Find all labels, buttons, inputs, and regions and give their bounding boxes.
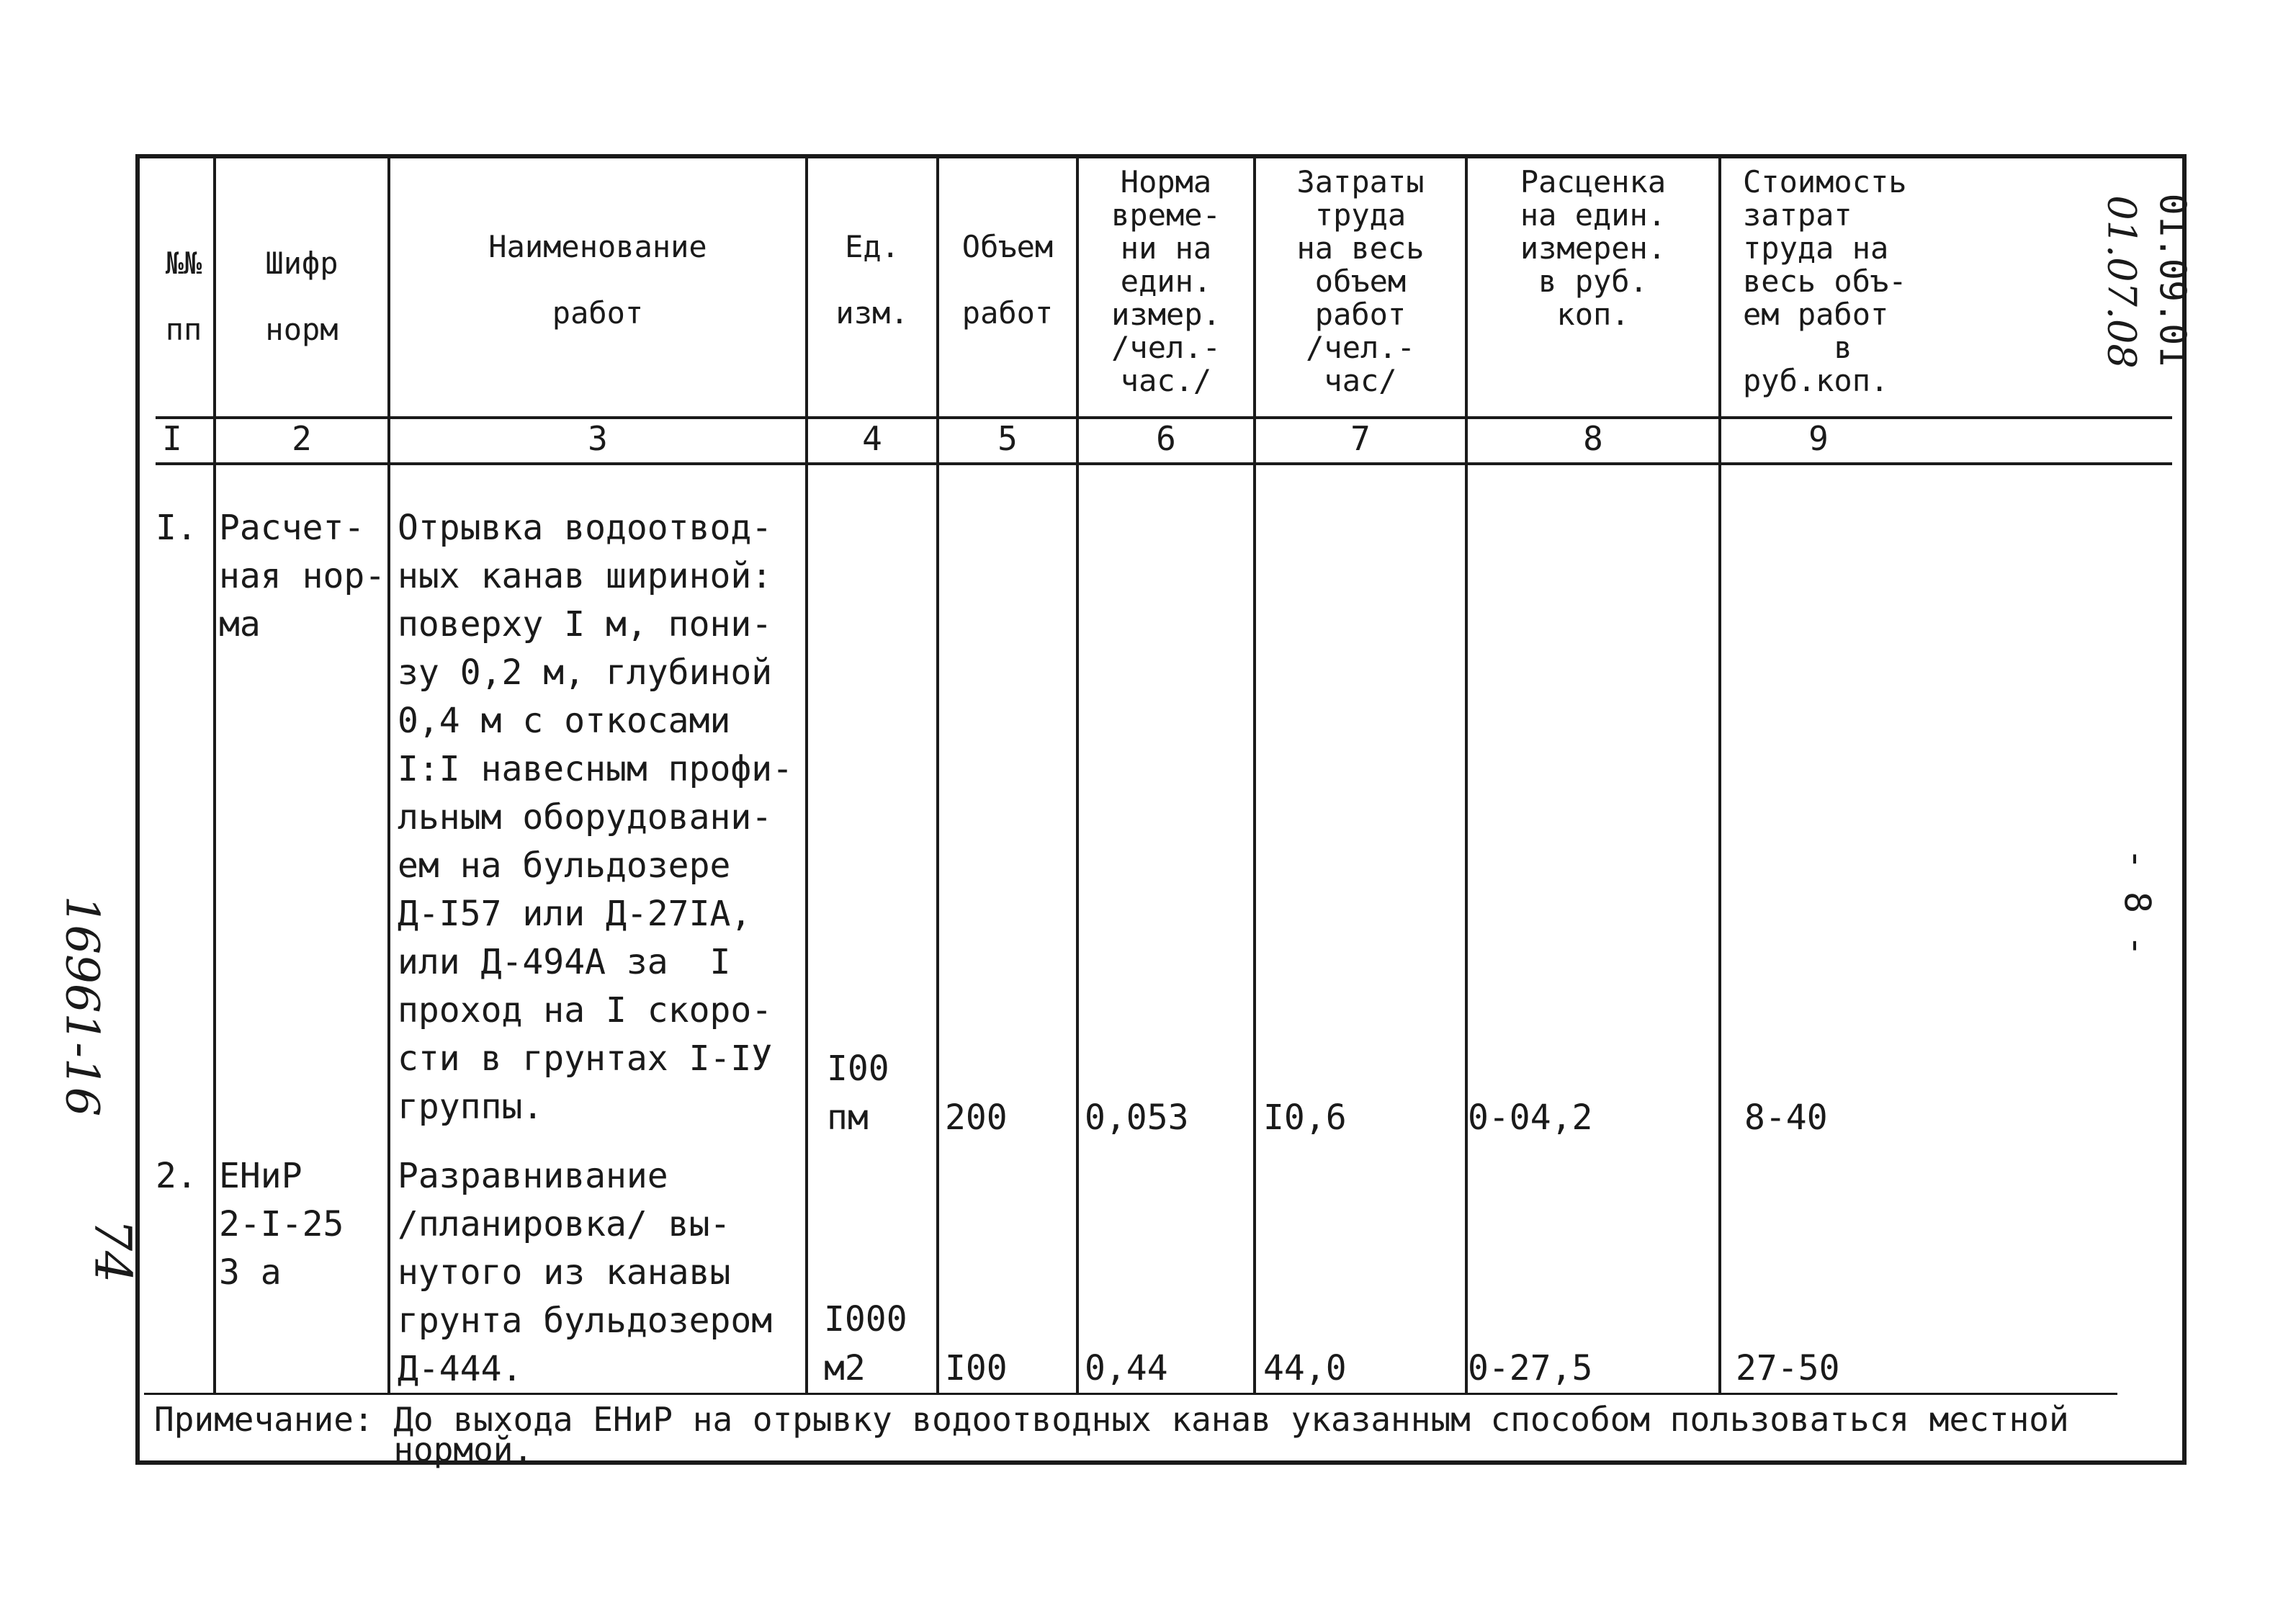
row-1-volume: 200 bbox=[945, 1097, 1008, 1138]
page-number: - 8 - bbox=[2116, 848, 2158, 957]
row-2-code: ЕНиР 2-I-25 3 а bbox=[219, 1156, 344, 1293]
row-2-total-cost: 27-50 bbox=[1736, 1348, 1840, 1388]
header-volume: Объем работ bbox=[961, 229, 1054, 331]
colnum-9: 9 bbox=[1808, 419, 1829, 458]
header-time-norm: Норма време- ни на един. измер. /чел.- час./ bbox=[1111, 164, 1221, 398]
colnum-4: 4 bbox=[862, 419, 882, 458]
col-sep-2 bbox=[387, 154, 390, 1393]
colnum-1: I bbox=[162, 419, 182, 458]
row-2-time-norm: 0,44 bbox=[1085, 1348, 1168, 1388]
footnote: Примечание: До выхода ЕНиР на отрывку водоотводных канав указанным способом пользоваться местной нормой. bbox=[154, 1400, 2069, 1469]
row-1-number: I. bbox=[156, 508, 197, 548]
header-total-cost: Стоимость затрат труда на весь объ- ем работ в руб.коп. bbox=[1743, 164, 1907, 398]
row-1-work-name: Отрывка водоотвод- ных канав шириной: поверху I м, пони- зу 0,2 м, глубиной 0,4 м с откосами I:I навесным профи- льным оборудовани- ем на бульдозере Д-I57 или Д-27IА, или Д-494А за I проход на I скоро- сти в грунтах I-IУ группы. bbox=[398, 508, 794, 1127]
colnum-3: 3 bbox=[588, 419, 608, 458]
right-code-printed: 01.09.01 bbox=[2151, 193, 2194, 367]
colnum-2: 2 bbox=[292, 419, 312, 458]
colnum-rule bbox=[156, 462, 2172, 465]
row-1-time-norm: 0,053 bbox=[1085, 1097, 1189, 1138]
colnum-6: 6 bbox=[1156, 419, 1176, 458]
row-1-unit: I00 пм bbox=[827, 1049, 889, 1138]
row-2-volume: I00 bbox=[945, 1348, 1008, 1388]
colnum-5: 5 bbox=[997, 419, 1018, 458]
row-1-total-cost: 8-40 bbox=[1744, 1097, 1828, 1138]
colnum-8: 8 bbox=[1583, 419, 1603, 458]
row-2-labor-cost: 44,0 bbox=[1263, 1348, 1347, 1388]
header-unit-rate: Расценка на един. измерен. в руб. коп. bbox=[1520, 164, 1667, 332]
col-sep-4 bbox=[936, 154, 939, 1393]
col-sep-7 bbox=[1465, 154, 1468, 1393]
row-1-code: Расчет- ная нор- ма bbox=[219, 508, 386, 645]
row-2-unit: I000 м2 bbox=[824, 1299, 907, 1388]
row-2-number: 2. bbox=[156, 1156, 197, 1196]
row-1-labor-cost: I0,6 bbox=[1263, 1097, 1347, 1138]
header-norm-code: Шифр норм bbox=[265, 246, 338, 347]
left-sheet-number: 74 bbox=[83, 1218, 143, 1283]
header-row-number: №№ пп bbox=[165, 246, 202, 347]
col-sep-3 bbox=[805, 154, 808, 1393]
header-unit: Ед. изм. bbox=[835, 229, 909, 331]
colnum-7: 7 bbox=[1350, 419, 1371, 458]
left-stamp-number: 16961-16 bbox=[55, 895, 109, 1117]
header-labor-cost: Затраты труда на весь объем работ /чел.- час/ bbox=[1296, 164, 1425, 398]
right-code-handwritten: 01.07.08 bbox=[2099, 195, 2145, 369]
row-2-unit-rate: 0-27,5 bbox=[1468, 1348, 1593, 1388]
row-1-unit-rate: 0-04,2 bbox=[1468, 1097, 1593, 1138]
row-2-work-name: Разравнивание /планировка/ вы- нутого из канавы грунта бульдозером Д-444. bbox=[398, 1156, 773, 1389]
col-sep-8 bbox=[1718, 154, 1721, 1393]
header-work-name: Наименование работ bbox=[488, 229, 707, 331]
